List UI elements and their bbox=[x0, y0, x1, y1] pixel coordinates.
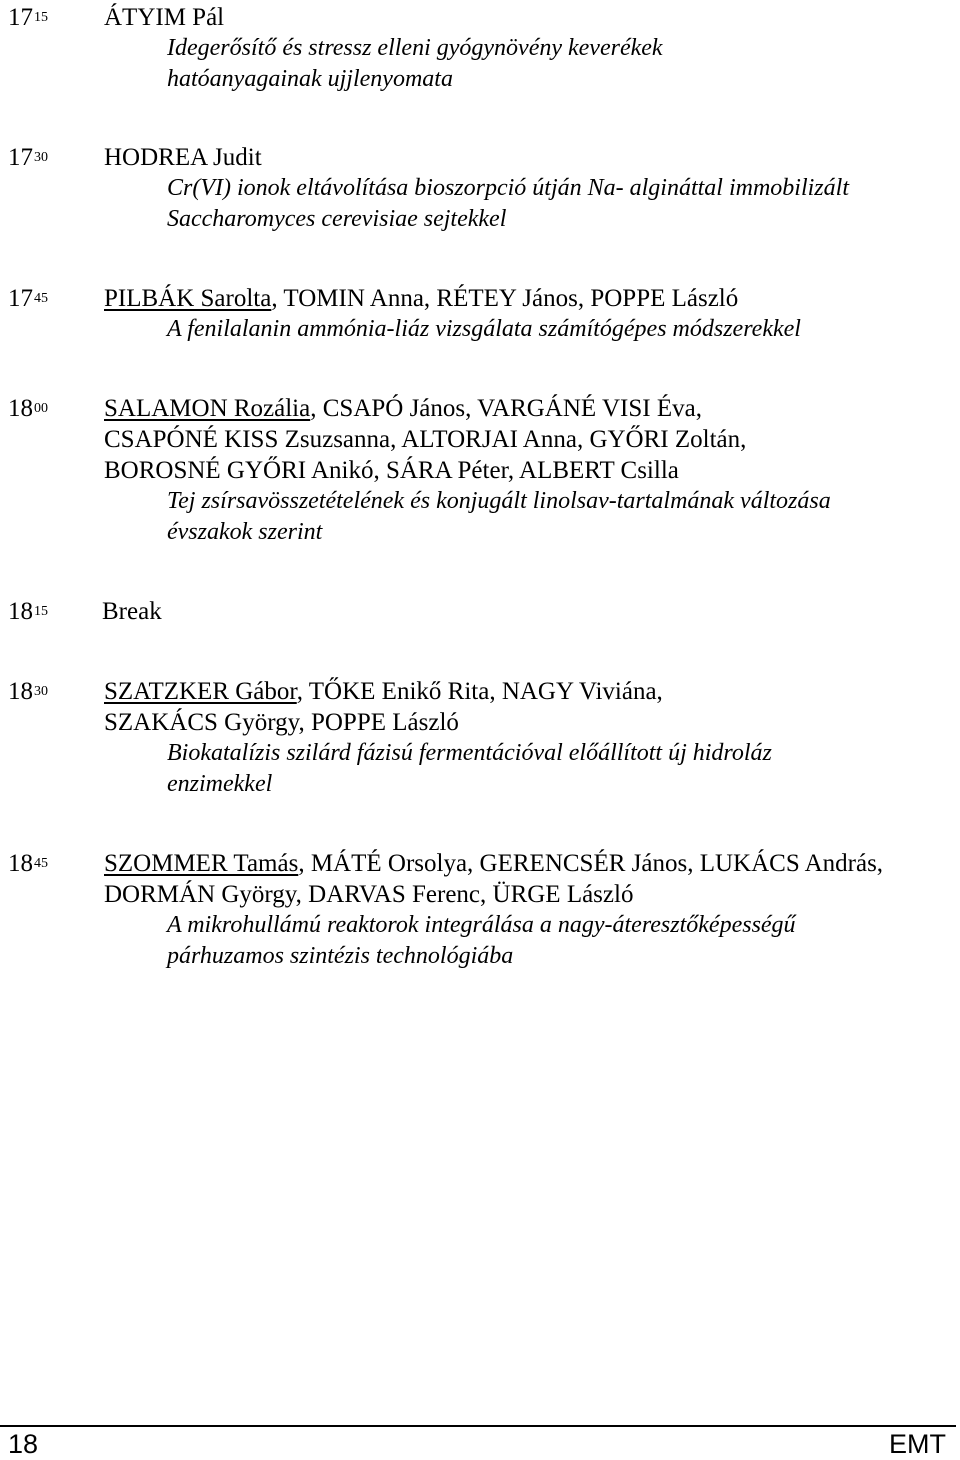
time-slot: $18^{30}$ bbox=[8, 678, 48, 705]
author-line: SALAMON Rozália, CSAPÓ János, VARGÁNÉ VISI Éva, CSAPÓNÉ KISS Zsuzsanna, ALTORJAI Anna, GYŐRI Zoltán, BOROSNÉ GYŐRI Anikó, SÁRA Péter, ALBERT Csilla bbox=[104, 395, 747, 484]
author-line: SZATZKER Gábor, TŐKE Enikő Rita, NAGY Viviána, SZAKÁCS György, POPPE László bbox=[104, 678, 663, 736]
presenting-author: SZATZKER Gábor bbox=[104, 678, 297, 705]
talk-title: Biokatalízis szilárd fázisú fermentációval előállított új hidroláz enzimekkel bbox=[167, 740, 772, 797]
page-number: 18 bbox=[8, 1429, 39, 1459]
time-slot: $17^{30}$ bbox=[8, 144, 48, 171]
talk-title: Cr(VI) ionok eltávolítása bioszorpció útján Na- algináttal immobilizált Saccharomyces cerevisiae sejtekkel bbox=[167, 175, 849, 232]
presenting-author: SZOMMER Tamás bbox=[104, 850, 299, 877]
talk-title: A mikrohullámú reaktorok integrálása a nagy-áteresztőképességű párhuzamos szintézis technológiába bbox=[167, 912, 796, 969]
break-label: Break bbox=[102, 598, 162, 625]
author-line: ÁTYIM Pál bbox=[104, 4, 225, 31]
time-slot: $17^{15}$ bbox=[8, 4, 48, 31]
time-slot: $17^{45}$ bbox=[8, 285, 48, 312]
time-slot: $18^{00}$ bbox=[8, 395, 48, 422]
footer-label: EMT bbox=[889, 1429, 946, 1459]
author-line: SZOMMER Tamás, MÁTÉ Orsolya, GERENCSÉR János, LUKÁCS András, DORMÁN György, DARVAS Ferenc, ÜRGE László bbox=[104, 850, 884, 908]
talk-title: Tej zsírsavösszetételének és konjugált linolsav-tartalmának változása évszakok szerint bbox=[167, 488, 831, 545]
presenting-author: SALAMON Rozália bbox=[104, 395, 311, 422]
author-line: HODREA Judit bbox=[104, 144, 262, 171]
talk-title: A fenilalanin ammónia-liáz vizsgálata számítógépes módszerekkel bbox=[167, 316, 801, 342]
author-line: PILBÁK Sarolta, TOMIN Anna, RÉTEY János, POPPE László bbox=[104, 285, 739, 312]
talk-title: Idegerősítő és stressz elleni gyógynövény keverékek hatóanyagainak ujjlenyomata bbox=[167, 35, 663, 92]
presenting-author: PILBÁK Sarolta bbox=[104, 285, 272, 312]
time-slot: $18^{15}$ bbox=[8, 598, 48, 625]
footer-divider bbox=[0, 1425, 956, 1427]
time-slot: $18^{45}$ bbox=[8, 850, 48, 877]
